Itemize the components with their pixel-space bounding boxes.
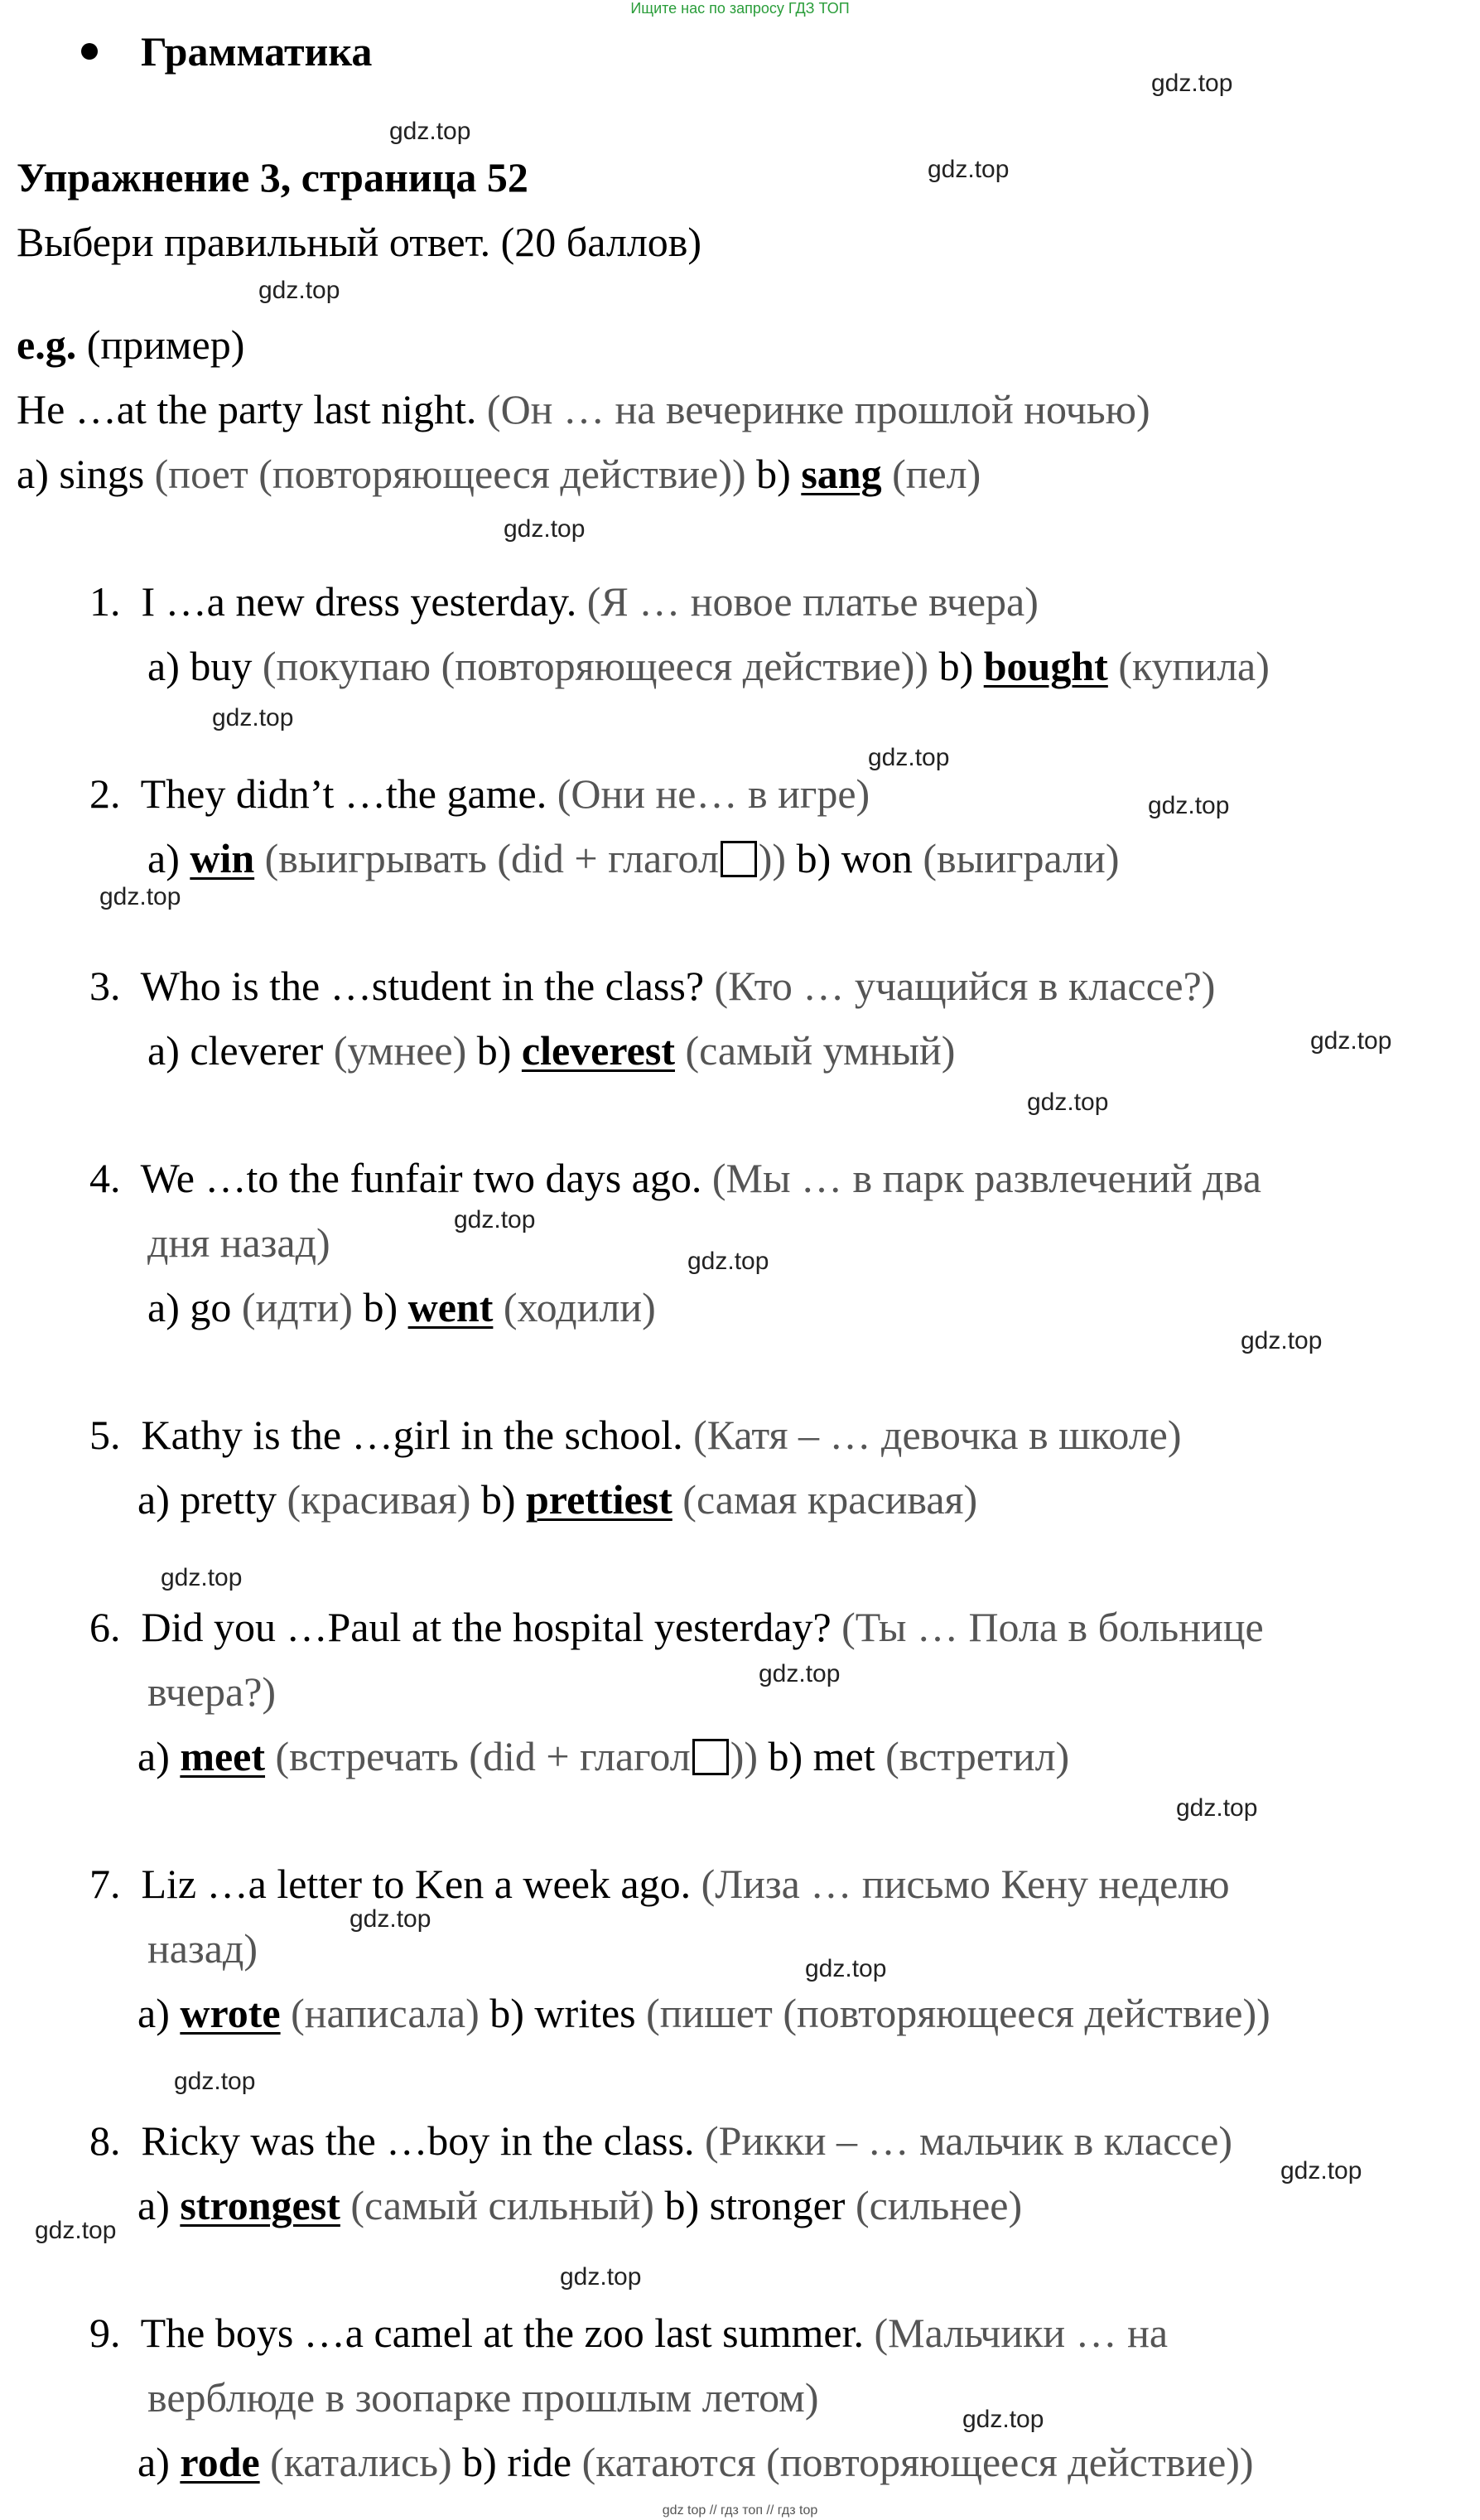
- question-number: 3.: [89, 963, 121, 1009]
- watermark: gdz.top: [1148, 792, 1230, 819]
- question-translation: (Мальчики … на: [874, 2310, 1169, 2356]
- option-b-note: (катаются (повторяющееся действие)): [581, 2439, 1254, 2485]
- question-translation: (Катя – … девочка в школе): [693, 1412, 1182, 1458]
- watermark: gdz.top: [258, 277, 340, 304]
- example-label-line: [17, 320, 244, 369]
- option-a: a): [137, 2439, 170, 2485]
- question-1: [89, 577, 1039, 626]
- question-7-translation-cont: назад): [147, 1925, 258, 1972]
- question-7: [89, 1859, 1230, 1909]
- option-b-note: (самый умный): [685, 1027, 956, 1074]
- watermark: gdz.top: [161, 1564, 243, 1591]
- example-sentence: He …at the party last night.: [17, 386, 477, 432]
- search-hint: Ищите нас по запросу ГДЗ ТОП: [630, 0, 850, 17]
- options-2: [147, 833, 1119, 883]
- option-b-note: (купила): [1118, 643, 1270, 689]
- question-sentence: I …a new dress yesterday.: [141, 578, 577, 625]
- answer-word: cleverest: [521, 1027, 675, 1074]
- answer-word: meet: [180, 1733, 266, 1779]
- question-2: [89, 769, 870, 818]
- question-sentence: Who is the …student in the class?: [140, 963, 705, 1009]
- option-a: a) cleverer: [147, 1027, 324, 1074]
- option-a: a): [137, 1733, 170, 1779]
- question-number: 6.: [89, 1604, 121, 1650]
- question-sentence: The boys …a camel at the zoo last summer.: [140, 2310, 864, 2356]
- option-a-note: (катались): [270, 2439, 452, 2485]
- watermark: gdz.top: [504, 515, 586, 543]
- watermark: gdz.top: [389, 118, 471, 145]
- option-a: a) pretty: [137, 1476, 277, 1523]
- answer-word: went: [407, 1284, 494, 1330]
- watermark: gdz.top: [868, 744, 950, 771]
- option-b-note: (выиграли): [923, 835, 1120, 881]
- bullet-icon: [81, 43, 98, 60]
- question-5: [89, 1410, 1181, 1460]
- example-option-a-note: (поет (повторяющееся действие)): [154, 451, 746, 497]
- watermark: gdz.top: [1176, 1794, 1258, 1822]
- question-number: 8.: [89, 2117, 121, 2164]
- option-a-note: (встречать (did + глагол: [275, 1733, 691, 1779]
- option-a-note-end: )): [730, 1733, 759, 1779]
- option-a: a): [137, 2182, 170, 2228]
- option-b: b) stronger: [664, 2182, 846, 2228]
- answer-word: rode: [180, 2439, 260, 2485]
- watermark: gdz.top: [687, 1248, 769, 1275]
- option-b: b): [476, 1027, 512, 1074]
- answer-word: prettiest: [526, 1476, 673, 1523]
- question-number: 4.: [89, 1155, 121, 1201]
- watermark: gdz.top: [454, 1206, 536, 1233]
- answer-word: win: [190, 835, 255, 881]
- example-option-b-note: (пел): [892, 451, 981, 497]
- option-a-note: (выигрывать (did + глагол: [264, 835, 719, 881]
- option-a-note: (красивая): [287, 1476, 471, 1523]
- example-answer: sang: [801, 451, 882, 497]
- options-4: [147, 1282, 656, 1332]
- options-5: [137, 1475, 977, 1524]
- example-translation: (Он … на вечеринке прошлой ночью): [486, 386, 1150, 432]
- question-translation: (Они не… в игре): [557, 770, 870, 817]
- section-title: Грамматика: [141, 28, 373, 75]
- question-sentence: They didn’t …the game.: [140, 770, 547, 817]
- watermark: gdz.top: [1310, 1027, 1392, 1055]
- option-a-note-end: )): [758, 835, 787, 881]
- options-7: [137, 1988, 1270, 2038]
- option-a-note: (самый сильный): [350, 2182, 654, 2228]
- watermark: gdz.top: [99, 883, 181, 910]
- question-8: [89, 2116, 1232, 2165]
- option-a-note: (написала): [291, 1990, 480, 2036]
- answer-word: strongest: [180, 2182, 340, 2228]
- question-4-translation-cont: дня назад): [147, 1219, 330, 1266]
- example-option-a: a) sings: [17, 451, 145, 497]
- watermark: gdz.top: [928, 156, 1010, 183]
- watermark: gdz.top: [35, 2217, 117, 2244]
- watermark: gdz.top: [350, 1905, 431, 1933]
- options-9: [137, 2437, 1254, 2487]
- watermark: gdz.top: [805, 1955, 887, 1982]
- question-translation: (Кто … учащийся в классе?): [714, 963, 1216, 1009]
- option-a: a) buy: [147, 643, 253, 689]
- question-6-translation-cont: вчера?): [147, 1668, 277, 1715]
- option-b: b) met: [768, 1733, 875, 1779]
- option-a: a): [137, 1990, 170, 2036]
- question-9: [89, 2308, 1168, 2358]
- question-translation: (Ты … Пола в больнице: [841, 1604, 1264, 1650]
- answer-word: wrote: [180, 1990, 281, 2036]
- watermark: gdz.top: [212, 704, 294, 731]
- answer-word: bought: [983, 643, 1108, 689]
- options-3: [147, 1026, 955, 1075]
- option-a: a) go: [147, 1284, 232, 1330]
- watermark: gdz.top: [1280, 2157, 1362, 2184]
- watermark: gdz.top: [1151, 70, 1233, 97]
- question-9-translation-cont: верблюде в зоопарке прошлым летом): [147, 2374, 819, 2421]
- option-a-note: (идти): [241, 1284, 353, 1330]
- options-8: [137, 2180, 1022, 2230]
- option-b: b) writes: [489, 1990, 636, 2036]
- option-b-note: (самая красивая): [682, 1476, 978, 1523]
- option-b: b): [938, 643, 974, 689]
- option-a-note: (умнее): [333, 1027, 467, 1074]
- question-number: 7.: [89, 1861, 121, 1907]
- question-number: 2.: [89, 770, 121, 817]
- watermark: gdz.top: [560, 2263, 642, 2291]
- option-b: b): [363, 1284, 398, 1330]
- example-label: e.g.: [17, 321, 77, 368]
- question-number: 1.: [89, 578, 121, 625]
- option-b-note: (встретил): [885, 1733, 1070, 1779]
- option-b-note: (пишет (повторяющееся действие)): [646, 1990, 1270, 2036]
- question-6: [89, 1602, 1264, 1652]
- question-sentence: Ricky was the …boy in the class.: [141, 2117, 695, 2164]
- instruction: Выбери правильный ответ. (20 баллов): [17, 219, 702, 265]
- watermark: gdz.top: [759, 1660, 841, 1687]
- question-sentence: Did you …Paul at the hospital yesterday?: [141, 1604, 832, 1650]
- question-number: 9.: [89, 2310, 121, 2356]
- option-b-note: (сильнее): [855, 2182, 1023, 2228]
- bottom-watermark: gdz top // гдз топ // гдз top: [662, 2503, 818, 2518]
- option-b: b) won: [796, 835, 913, 881]
- question-sentence: Kathy is the …girl in the school.: [141, 1412, 683, 1458]
- option-b: b) ride: [462, 2439, 572, 2485]
- watermark: gdz.top: [1027, 1089, 1109, 1116]
- example-option-b: b): [756, 451, 791, 497]
- question-translation: (Мы … в парк развлечений два: [711, 1155, 1261, 1201]
- blank-box-icon: [721, 841, 757, 877]
- question-3: [89, 961, 1215, 1011]
- question-translation: (Рикки – … мальчик в классе): [704, 2117, 1232, 2164]
- exercise-title: Упражнение 3, страница 52: [17, 154, 528, 200]
- question-translation: (Я … новое платье вчера): [586, 578, 1039, 625]
- watermark: gdz.top: [962, 2406, 1044, 2433]
- example-sentence-line: [17, 384, 1150, 434]
- option-a-note: (покупаю (повторяющееся действие)): [262, 643, 929, 689]
- question-sentence: Liz …a letter to Ken a week ago.: [141, 1861, 692, 1907]
- question-sentence: We …to the funfair two days ago.: [140, 1155, 702, 1201]
- blank-box-icon: [692, 1739, 729, 1775]
- options-6: [137, 1731, 1069, 1781]
- question-4: [89, 1153, 1261, 1203]
- example-label-note: (пример): [86, 321, 245, 368]
- option-b-note: (ходили): [503, 1284, 656, 1330]
- example-options: [17, 449, 981, 499]
- watermark: gdz.top: [1241, 1327, 1323, 1354]
- question-translation: (Лиза … письмо Кену неделю: [701, 1861, 1230, 1907]
- watermark: gdz.top: [174, 2068, 256, 2095]
- question-number: 5.: [89, 1412, 121, 1458]
- option-a: a): [147, 835, 180, 881]
- option-b: b): [480, 1476, 516, 1523]
- options-1: [147, 641, 1270, 691]
